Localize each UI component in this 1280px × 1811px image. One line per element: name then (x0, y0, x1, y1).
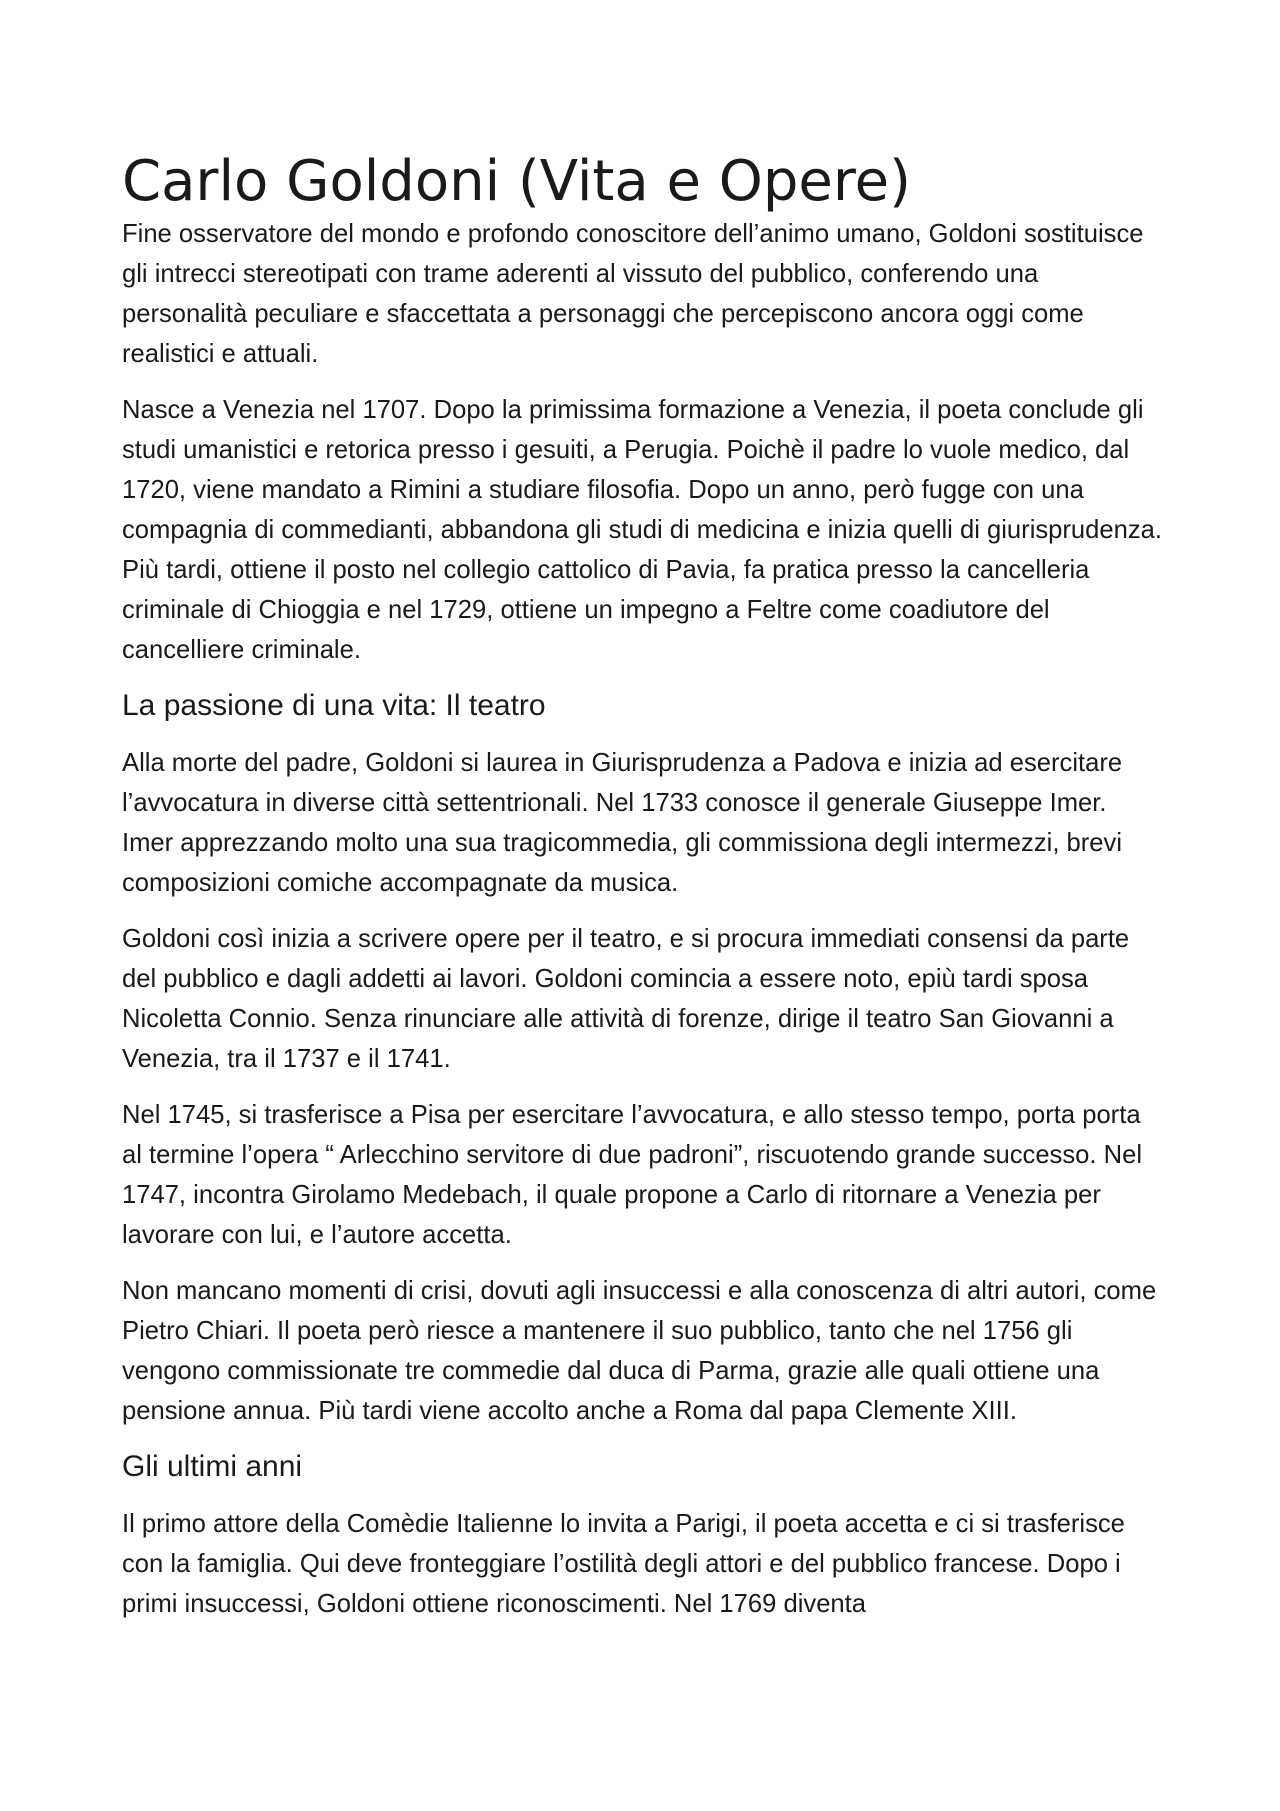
biography-paragraph: Nasce a Venezia nel 1707. Dopo la primissima formazione a Venezia, il poeta conclude gli studi umanistici e retorica presso i gesuiti, a Perugia. Poichè il padre lo vuole medico, dal 1720, viene mandato a Rimini a studiare filosofia. Dopo un anno, però fugge con una compagnia di commedianti, abbandona gli studi di medicina e inizia quelli di giurisprudenza. Più tardi, ottiene il posto nel collegio cattolico di Pavia, fa pratica presso la cancelleria criminale di Chioggia e nel 1729, ottiene un impegno a Feltre come coadiutore del cancelliere criminale. (122, 396, 1163, 665)
section-heading-teatro: La passione di una vita: Il teatro (122, 689, 546, 723)
teatro-paragraph-1: Alla morte del padre, Goldoni si laurea in Giurisprudenza a Padova e inizia ad esercitare l’avvocatura in diverse città settentrionali. Nel 1733 conosce il generale Giuseppe Imer. Imer apprezzando molto una sua tragicommedia, gli commissiona degli intermezzi, brevi composizioni comiche accompagnate da musica. (122, 749, 1123, 898)
ultimi-anni-paragraph-1: Il primo attore della Comèdie Italienne lo invita a Parigi, il poeta accetta e ci si trasferisce con la famiglia. Qui deve fronteggiare l’ostilità degli attori e del pubblico francese. Dopo i primi insuccessi, Goldoni ottiene riconoscimenti. Nel 1769 diventa (122, 1510, 1125, 1619)
teatro-paragraph-3: Nel 1745, si trasferisce a Pisa per esercitare l’avvocatura, e allo stesso tempo, porta porta al termine l’opera “ Arlecchino servitore di due padroni”, riscuotendo grande successo. Nel 1747, incontra Girolamo Medebach, il quale propone a Carlo di ritornare a Venezia per lavorare con lui, e l’autore accetta. (122, 1101, 1143, 1250)
document-body (122, 149, 1163, 1640)
teatro-paragraph-4: Non mancano momenti di crisi, dovuti agli insuccessi e alla conoscenza di altri autori, come Pietro Chiari. Il poeta però riesce a mantenere il suo pubblico, tanto che nel 1756 gli vengono commissionate tre commedie dal duca di Parma, grazie alle quali ottiene una pensione annua. Più tardi viene accolto anche a Roma dal papa Clemente XIII. (122, 1277, 1157, 1426)
intro-paragraph: Fine osservatore del mondo e profondo conoscitore dell’animo umano, Goldoni sostituisce gli intrecci stereotipati con trame aderenti al vissuto del pubblico, conferendo una personalità peculiare e sfaccettata a personaggi che percepiscono ancora oggi come realistici e attuali. (122, 220, 1144, 369)
section-heading-ultimi-anni: Gli ultimi anni (122, 1450, 303, 1484)
document-title: Carlo Goldoni (Vita e Opere) (122, 149, 911, 214)
teatro-paragraph-2: Goldoni così inizia a scrivere opere per il teatro, e si procura immediati consensi da parte del pubblico e dagli addetti ai lavori. Goldoni comincia a essere noto, epiù tardi sposa Nicoletta Connio. Senza rinunciare alle attività di forenze, dirige il teatro San Giovanni a Venezia, tra il 1737 e il 1741. (122, 925, 1130, 1074)
